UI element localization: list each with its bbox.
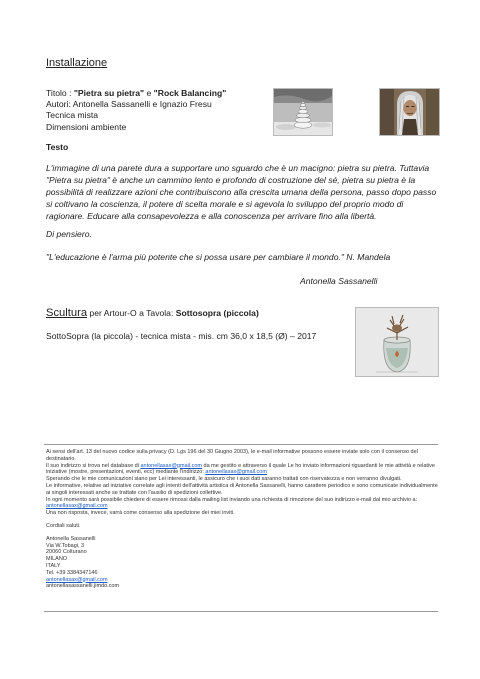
email-link[interactable]: antonellasax@gmail.com [140, 462, 202, 469]
title-prefix: Titolo : [46, 88, 74, 98]
testo-paragraph: L'immagine di una parete dura a supportare uno sguardo che è un macigno: pietra su pietra. Tuttavia "Pietra su pietra" è anche un cammino lento e profondo di costruzione del sé, pietra su pietra è la possibilità di realizzare azioni che contribuiscono alla crescita umana della persona, passo dopo passo si coltivano la coscienza, il potere di scelta morale e si agevola lo sviluppo del proprio modo di ragionare. Educare alla consapevolezza e alla conoscenza per arrivare fino alla libertà. [46, 163, 437, 221]
dimensions: Dimensioni ambiente [46, 121, 127, 132]
contact-city: MILANO [46, 556, 68, 563]
privacy-text-3: Sperando che le mie comunicazioni siano per Lei interessanti, le assicuro che i suoi dati saranno trattati con riservatezza e non verranno divulgati. [46, 476, 402, 483]
email-link[interactable]: antonellasax@gmail.com [46, 503, 108, 510]
footer-top-rule [44, 444, 438, 445]
installation-details [46, 88, 226, 133]
privacy-text-5 [46, 497, 438, 511]
title-1: "Pietra su pietra" [73, 88, 145, 98]
greeting: Cordiali saluti. [46, 522, 81, 529]
contact-name: Antonella Sassanelli [46, 535, 96, 542]
privacy-text-5a: In ogni momento sarà possibile chiedere di essere rimossi dalla mailing list inviando una richiesta di rimozione del suo indirizzo e-mail dal mio archivio a: [46, 496, 418, 503]
email-link[interactable]: antonellasax@gmail.com [46, 576, 108, 583]
scultura-heading [46, 307, 259, 319]
title-2: "Rock Balancing" [153, 88, 227, 98]
title-mid: e [144, 88, 154, 98]
footer-bottom-rule [44, 611, 438, 612]
title-line [46, 88, 226, 99]
scultura-title: Sottosopra (piccola) [175, 308, 259, 318]
privacy-text-2 [46, 463, 438, 477]
privacy-text-6: Una non risposta, invece, varrà come consenso alla spedizione dei miei inviti. [46, 510, 235, 517]
pensiero-line: Di pensiero. [46, 229, 92, 239]
contact-street: Via W.Tobagi, 3 [46, 542, 85, 549]
contact-country: ITALY [46, 562, 61, 569]
testo-heading: Testo [46, 142, 69, 152]
stacked-stones-photo [273, 88, 333, 136]
technique: Tecnica mista [46, 110, 99, 121]
privacy-text-2a: Il suo indirizzo si trova nel database di [46, 462, 141, 469]
installazione-heading: Installazione [46, 57, 108, 69]
footer-privacy [46, 449, 438, 590]
scultura-description: SottoSopra (la piccola) - tecnica mista - mis. cm 36,0 x 18,5 (Ø) – 2017 [46, 331, 317, 341]
privacy-text-1: Ai sensi dell'art. 13 del nuovo codice sulla privacy (D. Lgs 196 del 30 Giugno 2003), le e-mail informative possono essere inviate solo con il consenso del destinatario. [46, 449, 418, 462]
privacy-text-2b: da me gestito e attraverso il quale Le ho inviato informazioni riguardanti le mie attività e relative iniziative (mostre, presentazioni, eventi, ecc) mediante l'indirizzo: [46, 462, 435, 476]
privacy-text-4: Le informative, relative ad iniziative correlate agli intenti dell'attività artistica di Antonella Sassanelli, hanno carattere periodico e sono comunicate individualmente ai singoli interessati anche se trattate con l'ausilio di spedizioni collettive. [46, 482, 438, 496]
sculpture-jar-photo [355, 307, 439, 377]
scultura-for: per Artour-O a Tavola: [87, 308, 176, 318]
signature: Antonella Sassanelli [300, 276, 378, 286]
contact-website: antonellasassanelli.jimdo.com [46, 583, 120, 590]
contact-zip-city: 20060 Colturano [46, 549, 87, 556]
scultura-label: Scultura [46, 307, 88, 319]
woman-portrait-photo [379, 88, 440, 136]
authors: Autori: Antonella Sassanelli e Ignazio Fresu [46, 99, 212, 110]
mandela-quote: "L'educazione è l'arma più potente che si possa usare per cambiare il mondo." N. Mandela [46, 252, 391, 262]
contact-phone: Tel. +39 3384347146 [46, 569, 98, 576]
email-link[interactable]: antonellasax@gmail.com [205, 469, 267, 476]
